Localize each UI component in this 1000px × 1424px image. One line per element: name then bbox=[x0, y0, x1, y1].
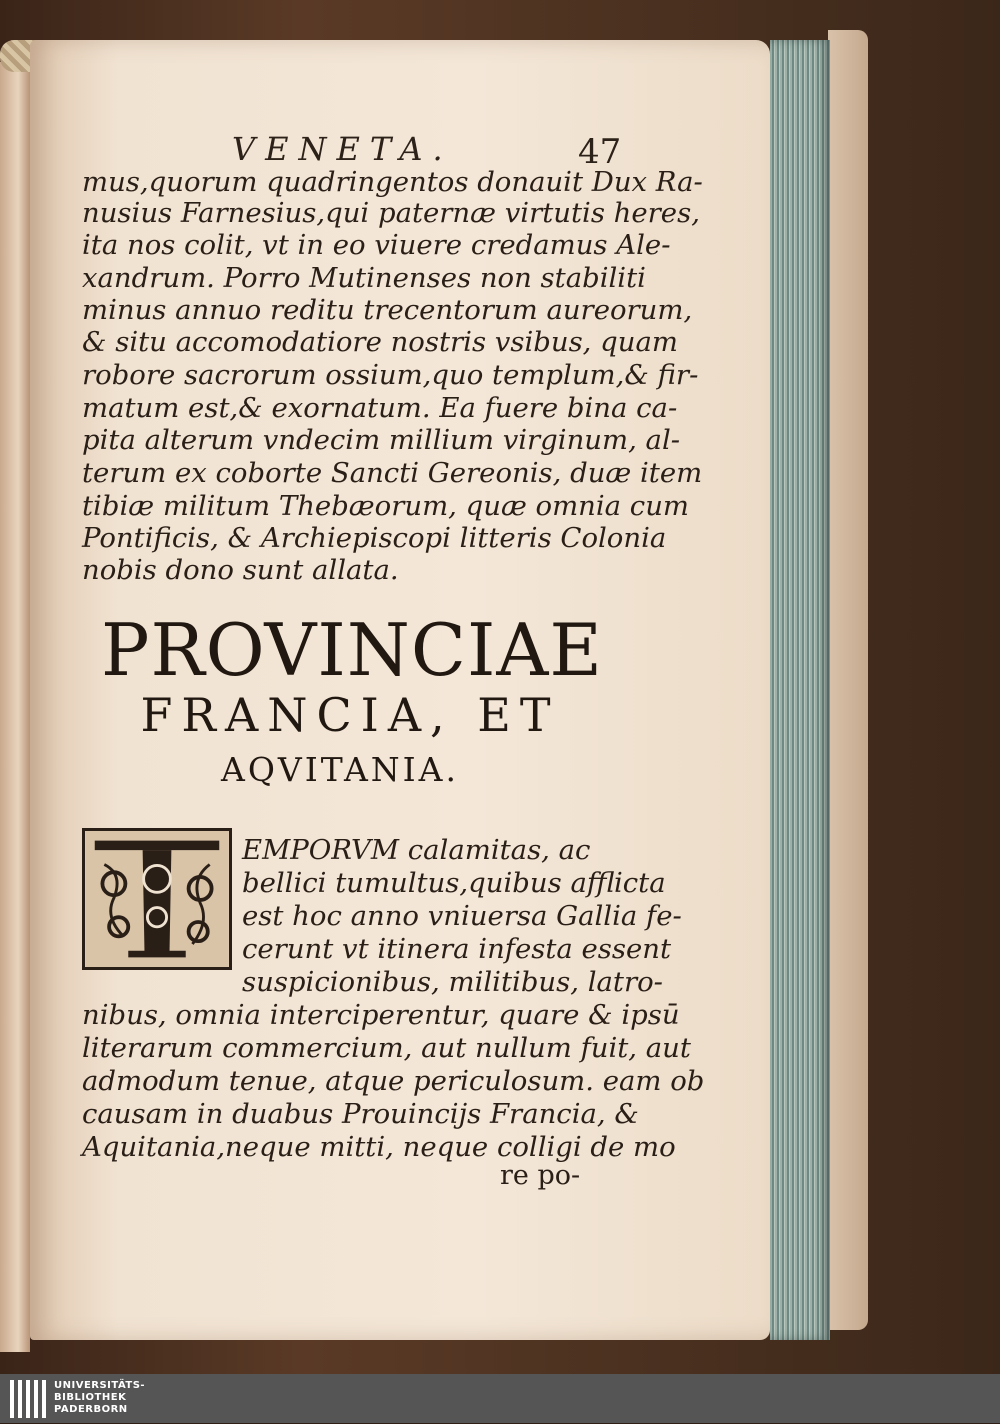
text-line: minus annuo reditu trecentorum aureorum, bbox=[82, 294, 693, 326]
text-line: pita alterum vndecim millium virginum, al- bbox=[82, 424, 681, 456]
section-subheading-2: AQVITANIA. bbox=[220, 750, 460, 789]
section-subheading: FRANCIA, ET bbox=[140, 688, 560, 742]
page-number: 47 bbox=[578, 132, 622, 172]
text-line: EMPORVM calamitas, ac bbox=[242, 834, 591, 866]
facing-page-edge bbox=[0, 62, 30, 1352]
decorated-initial-t-icon bbox=[82, 828, 232, 970]
section-heading: PROVINCIAE bbox=[101, 608, 603, 692]
text-line: ita nos colit, vt in eo viuere credamus Ale- bbox=[82, 229, 671, 261]
text-line: bellici tumultus,quibus afflicta bbox=[242, 867, 666, 899]
text-line: nobis dono sunt allata. bbox=[82, 554, 399, 586]
logo-line: UNIVERSITÄTS- bbox=[54, 1380, 146, 1391]
text-line: robore sacrorum ossium,quo templum,& fir- bbox=[82, 359, 699, 391]
text-line: nibus, omnia interciperentur, quare & ipsū bbox=[82, 999, 680, 1031]
page-block-edges bbox=[770, 40, 830, 1340]
book-cover-edge bbox=[828, 30, 868, 1330]
text-line: Aquitania,neque mitti, neque colligi de mo bbox=[82, 1131, 676, 1163]
text-line: causam in duabus Prouincijs Francia, & bbox=[82, 1098, 639, 1130]
logo-line: BIBLIOTHEK bbox=[54, 1392, 127, 1403]
text-line: mus,quorum quadringentos donauit Dux Ra- bbox=[82, 166, 703, 198]
catchword: re po- bbox=[500, 1160, 581, 1191]
footer-bar bbox=[0, 1374, 1000, 1423]
text-line: literarum commercium, aut nullum fuit, aut bbox=[82, 1032, 691, 1064]
text-line: admodum tenue, atque periculosum. eam ob bbox=[82, 1065, 705, 1097]
running-head: VENETA. bbox=[232, 130, 453, 168]
text-line: nusius Farnesius,qui paternæ virtutis heres, bbox=[82, 197, 700, 229]
text-line: est hoc anno vniuersa Gallia fe- bbox=[242, 900, 682, 932]
text-line: tibiæ militum Thebæorum, quæ omnia cum bbox=[82, 490, 690, 522]
text-line: matum est,& exornatum. Ea fuere bina ca- bbox=[82, 392, 678, 424]
library-logo-text bbox=[54, 1380, 145, 1416]
text-line: cerunt vt itinera infesta essent bbox=[242, 933, 672, 965]
text-line: Pontificis, & Archiepiscopi litteris Colonia bbox=[82, 522, 667, 554]
text-line: xandrum. Porro Mutinenses non stabiliti bbox=[82, 262, 646, 294]
library-logo-icon bbox=[8, 1378, 48, 1420]
text-line: terum ex coborte Sancti Gereonis, duæ item bbox=[82, 457, 703, 489]
logo-line: PADERBORN bbox=[54, 1404, 128, 1415]
text-line: suspicionibus, militibus, latro- bbox=[242, 966, 663, 998]
text-line: & situ accomodatiore nostris vsibus, quam bbox=[82, 326, 678, 358]
